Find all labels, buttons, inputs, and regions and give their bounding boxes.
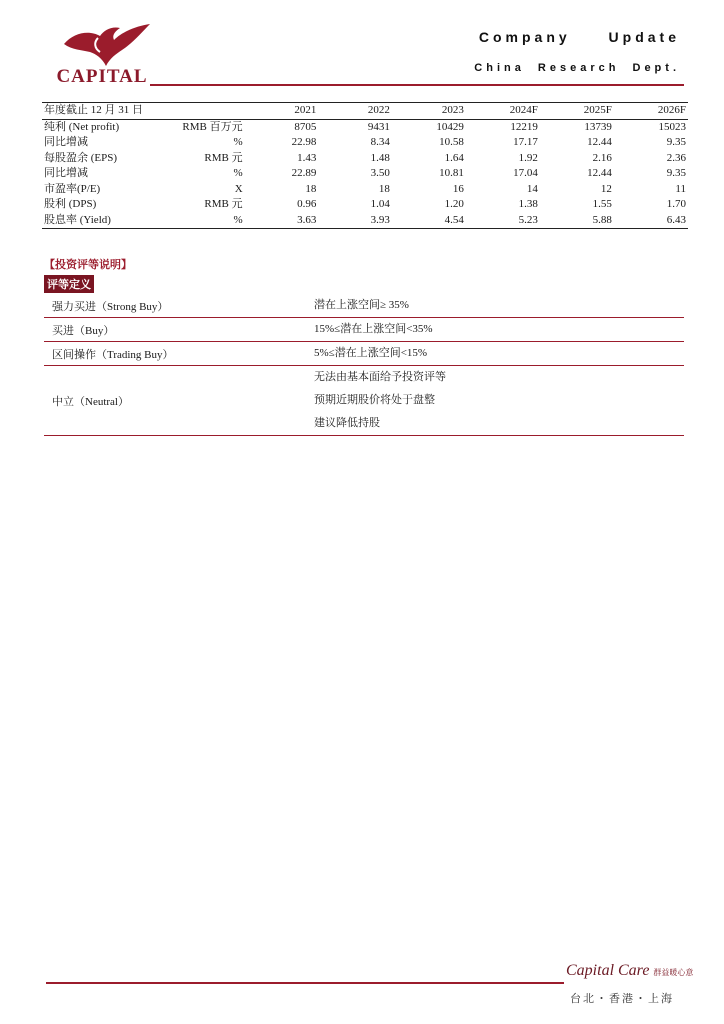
- eagle-icon: [60, 22, 152, 68]
- row-label: 股利 (DPS): [44, 198, 97, 211]
- row-value: 10429: [436, 120, 464, 133]
- row-value: 2.16: [592, 151, 612, 164]
- row-value: 2.36: [666, 151, 686, 164]
- row-value: 1.64: [444, 151, 464, 164]
- rating-name: 中立（Neutral）: [52, 395, 129, 408]
- footer-brand: Capital Care: [566, 962, 650, 979]
- row-label: 股息率 (Yield): [44, 213, 111, 226]
- row-value: 17.04: [513, 167, 538, 180]
- row-value: 1.04: [370, 198, 390, 211]
- table-row: [42, 119, 688, 135]
- row-value: 14: [526, 182, 538, 195]
- rating-row: [44, 342, 684, 366]
- footer-brand-cn: 群益暖心意: [653, 968, 694, 977]
- rating-name: 区间操作（Trading Buy）: [52, 348, 174, 361]
- rating-name: 强力买进（Strong Buy）: [52, 300, 169, 313]
- row-label: 同比增减: [44, 167, 88, 180]
- row-value: 15023: [658, 120, 686, 133]
- row-value: 11: [675, 182, 686, 195]
- row-label: 纯利 (Net profit): [44, 120, 120, 133]
- row-value: 18: [305, 182, 317, 195]
- row-label: 同比增减: [44, 136, 88, 149]
- row-value: 4.54: [444, 213, 464, 226]
- row-value: 9.35: [666, 136, 686, 149]
- table-row: [42, 151, 688, 167]
- rating-name: 买进（Buy）: [52, 324, 115, 337]
- row-value: 6.43: [666, 213, 686, 226]
- header-year: 2026F: [657, 104, 686, 117]
- header-year: 2022: [367, 104, 390, 117]
- rating-description: 15%≤潜在上涨空间<35%: [314, 323, 433, 335]
- table-header-row: [42, 103, 688, 120]
- header-year: 2024F: [509, 104, 538, 117]
- header-year: 2025F: [583, 104, 612, 117]
- row-value: 9.35: [666, 167, 686, 180]
- row-unit: RMB 百万元: [182, 120, 243, 133]
- table-row: [42, 197, 688, 213]
- row-value: 0.96: [297, 198, 317, 211]
- rating-description: 5%≤潜在上涨空间<15%: [314, 347, 428, 359]
- row-label: 每股盈余 (EPS): [44, 151, 118, 164]
- rating-section-title: 【投资评等说明】: [44, 258, 132, 271]
- row-value: 10.81: [439, 167, 464, 180]
- row-value: 22.89: [291, 167, 317, 180]
- row-unit: RMB 元: [204, 198, 243, 211]
- row-value: 1.70: [666, 198, 686, 211]
- rating-description: 预期近期股价将处于盘整: [314, 394, 435, 406]
- row-value: 8.34: [370, 136, 390, 149]
- row-value: 12: [600, 182, 612, 195]
- rating-row: [44, 318, 684, 342]
- row-value: 22.98: [291, 136, 317, 149]
- row-value: 10.58: [439, 136, 464, 149]
- financial-summary-table: [42, 102, 688, 229]
- row-value: 5.23: [518, 213, 538, 226]
- row-value: 12.44: [587, 167, 612, 180]
- footer-brand-logo: [566, 962, 693, 980]
- table-row: [42, 166, 688, 182]
- capital-logo: [46, 22, 158, 88]
- table-row: [42, 213, 688, 229]
- table-row: [42, 135, 688, 151]
- report-subtitle: China Research Dept.: [474, 62, 680, 74]
- row-value: 12.44: [587, 136, 612, 149]
- row-value: 5.88: [592, 213, 612, 226]
- rating-definition-table: [44, 294, 684, 436]
- header-divider: [150, 84, 684, 86]
- row-value: 17.17: [513, 136, 538, 149]
- row-value: 8705: [294, 120, 317, 133]
- row-unit: %: [233, 213, 243, 226]
- report-title: Company Update: [478, 29, 680, 45]
- rating-row: [44, 294, 684, 318]
- rating-row: [44, 366, 684, 436]
- row-value: 18: [378, 182, 390, 195]
- row-unit: %: [233, 167, 243, 180]
- row-value: 16: [452, 182, 464, 195]
- row-value: 1.92: [518, 151, 538, 164]
- row-value: 1.20: [444, 198, 464, 211]
- rating-description-cell: [314, 318, 684, 342]
- rating-description: 潜在上涨空间≥ 35%: [314, 299, 409, 311]
- row-value: 1.43: [297, 151, 317, 164]
- rating-description: 无法由基本面给予投资评等: [314, 371, 446, 383]
- row-value: 12219: [510, 120, 538, 133]
- row-value: 13739: [584, 120, 612, 133]
- rating-description-cell: [314, 366, 684, 436]
- row-value: 1.48: [370, 151, 390, 164]
- row-label: 市盈率(P/E): [44, 182, 101, 195]
- row-unit: %: [233, 136, 243, 149]
- row-value: 1.38: [518, 198, 538, 211]
- row-value: 3.63: [297, 213, 317, 226]
- row-value: 3.93: [370, 213, 390, 226]
- logo-wordmark: CAPITAL: [56, 66, 148, 87]
- rating-description: 建议降低持股: [314, 417, 380, 429]
- row-unit: X: [234, 182, 243, 195]
- header-label: 年度截止 12 月 31 日: [44, 104, 143, 117]
- row-value: 3.50: [370, 167, 390, 180]
- header-unit: [157, 103, 245, 120]
- row-value: 1.55: [592, 198, 612, 211]
- rating-description-cell: [314, 342, 684, 366]
- rating-definition-tag: 评等定义: [44, 275, 94, 293]
- row-value: 9431: [367, 120, 390, 133]
- footer-divider: [46, 982, 564, 984]
- rating-description-cell: [314, 294, 684, 318]
- footer-cities: 台北・香港・上海: [570, 992, 674, 1005]
- table-row: [42, 182, 688, 198]
- row-unit: RMB 元: [204, 151, 243, 164]
- header-year: 2021: [294, 104, 317, 117]
- header-year: 2023: [441, 104, 464, 117]
